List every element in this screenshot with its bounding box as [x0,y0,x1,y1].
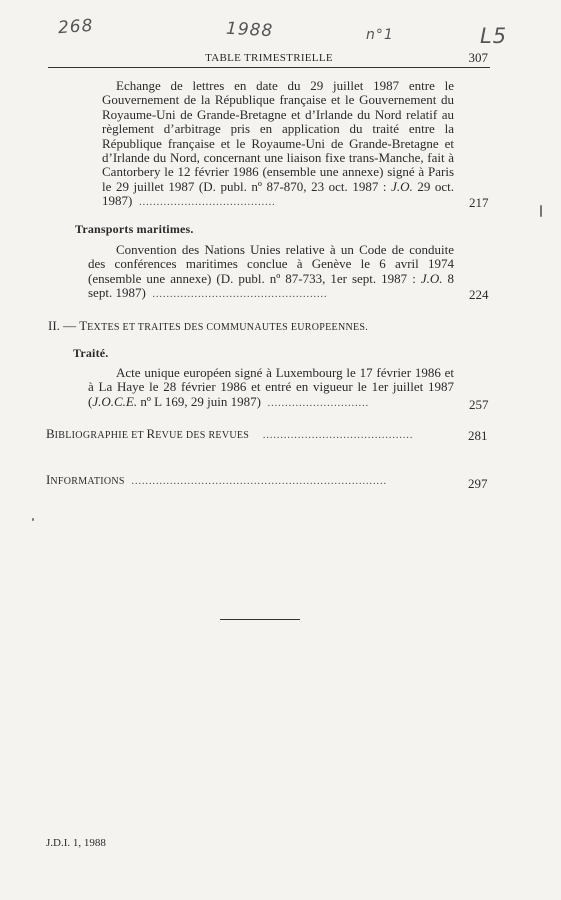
toc-entry-convention-nations-unies [88,243,454,303]
handwritten-note-issue: n°1 [366,27,394,43]
running-header [48,49,490,68]
entry-text: Convention des Nations Unies relative à un Code de conduite des conférences maritimes conclue à Genève le 6 avril 1974 (ensemble une annexe) (D. publ. nº 87-733, 1er sept. 1987 : [88,242,454,286]
entry-text: Acte unique européen signé à Luxembourg le 17 février 1986 et à La Haye le 28 février 1986 et entré en vigueur le 1er juillet 1987 ( [88,365,454,409]
journal-officiel-abbr: J.O. [420,270,443,286]
entry-tail: nº L 169, 29 juin 1987) [140,393,261,409]
entry-page: 297 [468,476,488,491]
scan-speck [540,205,542,217]
journal-officiel-abbr: J.O. [391,178,413,194]
leader-dots: ......................................................................... [128,476,388,487]
joce-abbr: J.O.C.E. [92,393,138,409]
entry-page: 224 [469,287,489,302]
entry-tail: 8 sept. 1987) [88,270,455,301]
leader-dots: ........................................... [252,430,414,441]
toc-entry-bibliographie: BIBLIOGRAPHIE ET REVUE DES REVUES ........................................... [46,426,414,441]
scan-speck [32,518,34,521]
running-title: TABLE TRIMESTRIELLE [205,52,333,64]
toc-entry-acte-unique [88,366,454,411]
entry-page: 257 [469,397,489,412]
entry-text: Echange de lettres en date du 29 juillet 1987 entre le Gouvernement de la République française et le Gouvernement du Royaume-Uni de Grande-Bretagne et d’Irlande du Nord relatif au règlement d’arbitrage pris en application du traité entre la République française et le Royaume-Uni de Grande-Bretagne et d’Irlande du Nord, concernant une liaison fixe trans-Manche, fait à Cantorbery le 12 février 1986 (ensemble une annexe) signé à Paris le 29 juillet 1987 (D. publ. nº 87-870, 23 oct. 1987 : [102,78,454,194]
handwritten-note-l5: L5 [480,24,508,48]
leader-dots: ............................. [264,397,370,409]
part-heading-ii: II. — TEXTES ET TRAITES DES COMMUNAUTES EUROPEENNES. [48,318,369,333]
section-rule [220,619,300,620]
handwritten-note-268: 268 [57,15,95,39]
entry-tail: 29 oct. 1987) [102,178,455,209]
toc-entry-informations: INFORMATIONS ......................................................................... [46,472,388,487]
entry-page: 281 [468,428,488,443]
leader-dots: .................................................. [149,289,328,301]
toc-entry-echange-lettres [102,79,454,211]
section-heading-transports-maritimes: Transports maritimes. [75,222,194,236]
handwritten-note-year: 1988 [225,18,274,42]
footer-citation: J.D.I. 1, 1988 [46,837,106,849]
page-number: 307 [468,50,488,65]
leader-dots: ....................................... [135,197,276,209]
section-heading-traite: Traité. [73,346,109,360]
entry-page: 217 [469,195,489,210]
